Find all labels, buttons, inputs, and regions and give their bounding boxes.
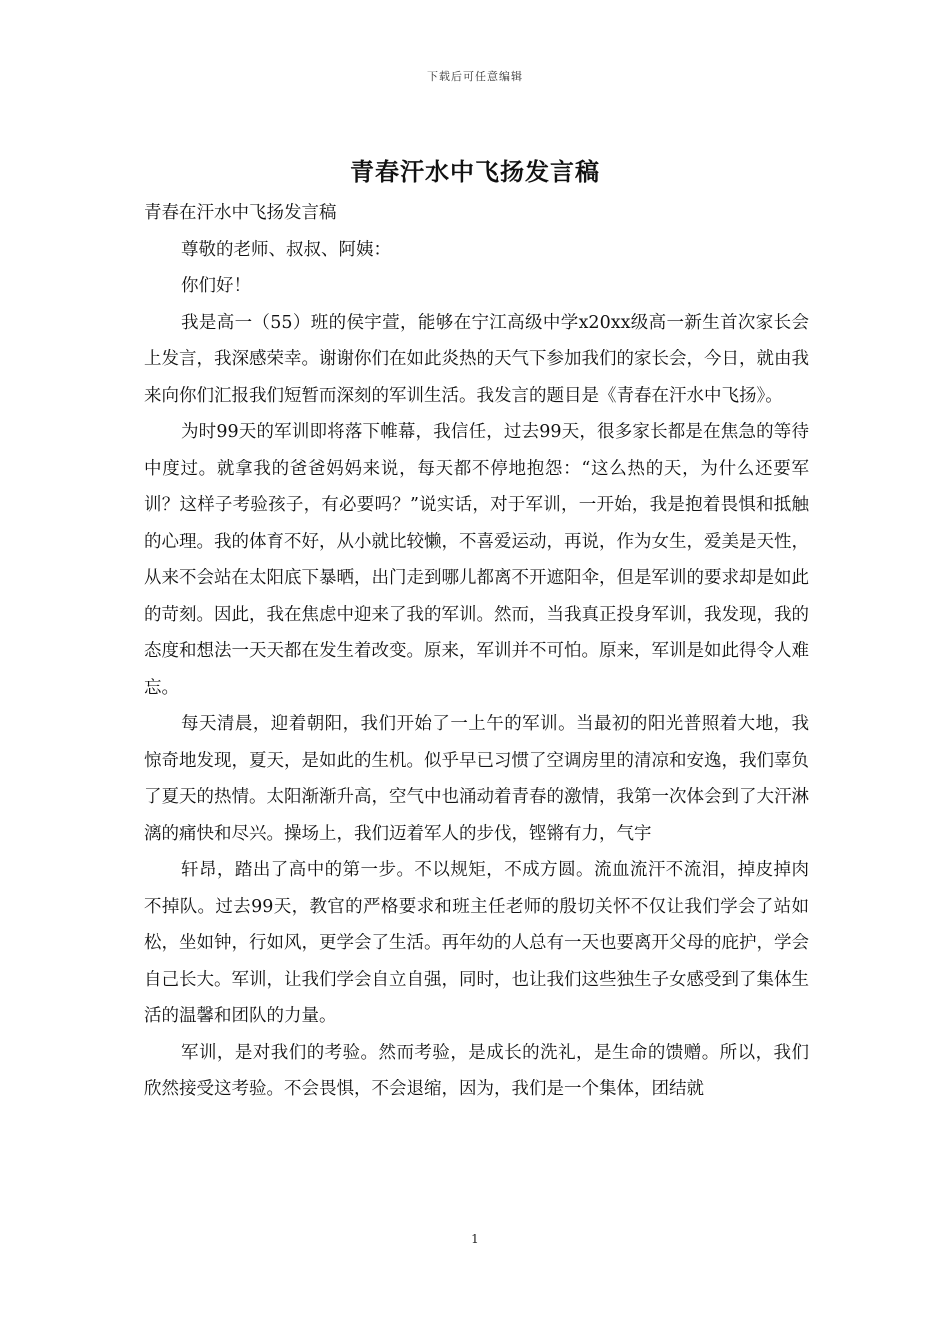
body-paragraph: 为时99天的军训即将落下帷幕，我信任，过去99天，很多家长都是在焦急的等待中度过。就拿我的爸爸妈妈来说，每天都不停地抱怨：“这么热的天，为什么还要军训？这样子考验孩子，有必要吗？”说实话，对于军训，一开始，我是抱着畏惧和抵触的心理。我的体育不好，从小就比较懒，不喜爱运动，再说，作为女生，爱美是天性，从来不会站在太阳底下暴晒，出门走到哪儿都离不开遮阳伞，但是军训的要求却是如此的苛刻。因此，我在焦虑中迎来了我的军训。然而，当我真正投身军训，我发现，我的态度和想法一天天都在发生着改变。原来，军训并不可怕。原来，军训是如此得令人难忘。 [144,422,809,698]
subtitle-paragraph: 青春在汗水中飞扬发言稿 [144,203,337,223]
salutation-paragraph: 尊敬的老师、叔叔、阿姨： [181,239,391,260]
body-paragraph: 军训，是对我们的考验。然而考验，是成长的洗礼，是生命的馈赠。所以，我们欣然接受这考验。不会畏惧，不会退缩，因为，我们是一个集体，团结就 [144,1042,809,1099]
document-title: 青春汗水中飞扬发言稿 [350,157,600,186]
body-paragraph: 我是高一（55）班的侯宇萱，能够在宁江高级中学x20xx级高一新生首次家长会上发言，我深感荣幸。谢谢你们在如此炎热的天气下参加我们的家长会，今日，就由我来向你们汇报我们短暂而深刻的军训生活。我发言的题目是《青春在汗水中飞扬》。 [144,312,809,406]
body-paragraph: 轩昂，踏出了高中的第一步。不以规矩，不成方圆。流血流汗不流泪，掉皮掉肉不掉队。过去99天，教官的严格要求和班主任老师的殷切关怀不仅让我们学会了站如松，坐如钟，行如风，更学会了生活。再年幼的人总有一天也要离开父母的庇护，学会自己长大。军训，让我们学会自立自强，同时，也让我们这些独生子女感受到了集体生活的温馨和团队的力量。 [144,860,809,1026]
header-note: 下载后可任意编辑 [427,70,523,83]
page-number: 1 [471,1232,479,1246]
body-paragraph: 每天清晨，迎着朝阳，我们开始了一上午的军训。当最初的阳光普照着大地，我惊奇地发现，夏天，是如此的生机。似乎早已习惯了空调房里的清凉和安逸，我们辜负了夏天的热情。太阳渐渐升高，空气中也涌动着青春的激情，我第一次体会到了大汗淋漓的痛快和尽兴。操场上，我们迈着军人的步伐，铿锵有力，气宇 [144,714,809,844]
document-body [144,195,809,1108]
greeting-paragraph: 你们好！ [181,276,251,296]
